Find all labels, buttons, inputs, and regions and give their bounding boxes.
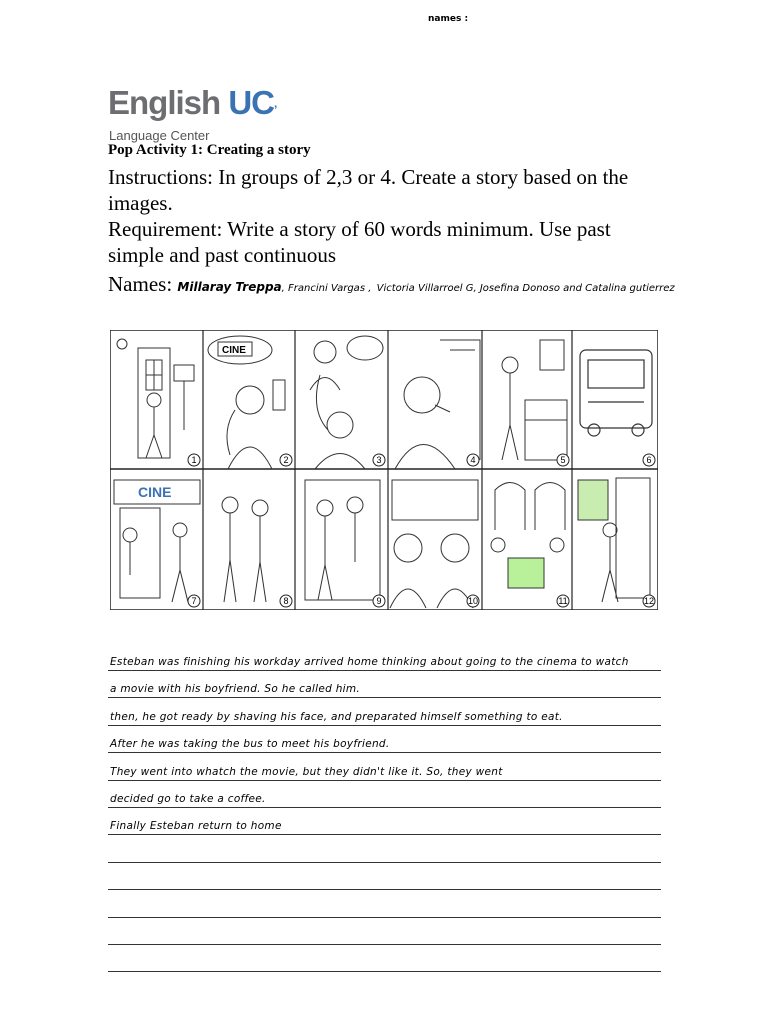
cine-sign-1: CINE [222, 345, 246, 356]
panel-number-6: 6 [646, 455, 652, 465]
cine-sign-2: CINE [138, 484, 172, 500]
story-line-9[interactable] [108, 863, 661, 890]
logo-english: English [108, 84, 229, 121]
panel-number-8: 8 [283, 596, 289, 606]
name-1: Millaray Treppa [177, 280, 282, 294]
english-uc-logo [108, 86, 276, 143]
comic-strip [110, 330, 658, 610]
logo-wordmark: English UC’ [108, 84, 277, 121]
story-line-3[interactable] [108, 699, 661, 726]
panel-number-4: 4 [470, 455, 476, 465]
story-line-5[interactable] [108, 754, 661, 781]
names-line [108, 272, 675, 297]
panel-number-11: 11 [558, 596, 568, 606]
logo-uc: UC [228, 84, 275, 121]
story-text-7: Finally Esteban return to home [110, 820, 282, 832]
story-line-7[interactable] [108, 808, 661, 835]
panel-number-5: 5 [560, 455, 566, 465]
story-text-1: Esteban was finishing his workday arrived home thinking about going to the cinema to watch [110, 656, 629, 668]
story-line-1[interactable] [108, 644, 661, 671]
story-line-12[interactable] [108, 945, 661, 972]
panel-number-12: 12 [643, 596, 655, 606]
panel-number-10: 10 [467, 596, 479, 606]
story-line-4[interactable] [108, 726, 661, 753]
story-line-10[interactable] [108, 891, 661, 918]
name-2: , Francini Vargas , [281, 283, 372, 294]
names-header: names : [428, 14, 469, 24]
story-line-11[interactable] [108, 918, 661, 945]
story-text-2: a movie with his boyfriend. So he called him. [110, 683, 361, 695]
story-line-8[interactable] [108, 836, 661, 863]
story-text-4: After he was taking the bus to meet his boyfriend. [110, 738, 390, 750]
story-line-6[interactable] [108, 781, 661, 808]
story-line-2[interactable] [108, 671, 661, 698]
story-text-5: They went into whatch the movie, but they didn't like it. So, they went [110, 766, 503, 778]
name-3: Victoria Villarroel G, Josefina Donoso and Catalina gutierrez [376, 283, 675, 294]
panel-number-7: 7 [191, 596, 197, 606]
instructions-text: Instructions: In groups of 2,3 or 4. Create a story based on the images. [108, 165, 629, 215]
logo-subtitle: Language Center [109, 128, 210, 143]
story-text-6: decided go to take a coffee. [110, 793, 266, 805]
requirement-text: Requirement: Write a story of 60 words minimum. Use past simple and past continuous [108, 217, 611, 267]
panel-number-3: 3 [376, 455, 382, 465]
panel-number-9: 9 [376, 596, 382, 606]
story-text-3: then, he got ready by shaving his face, and preparated himself something to eat. [110, 711, 563, 723]
panel-number-1: 1 [191, 455, 197, 465]
names-label: Names: [108, 272, 173, 296]
activity-title: Pop Activity 1: Creating a story [108, 142, 311, 158]
panel-number-2: 2 [283, 455, 289, 465]
